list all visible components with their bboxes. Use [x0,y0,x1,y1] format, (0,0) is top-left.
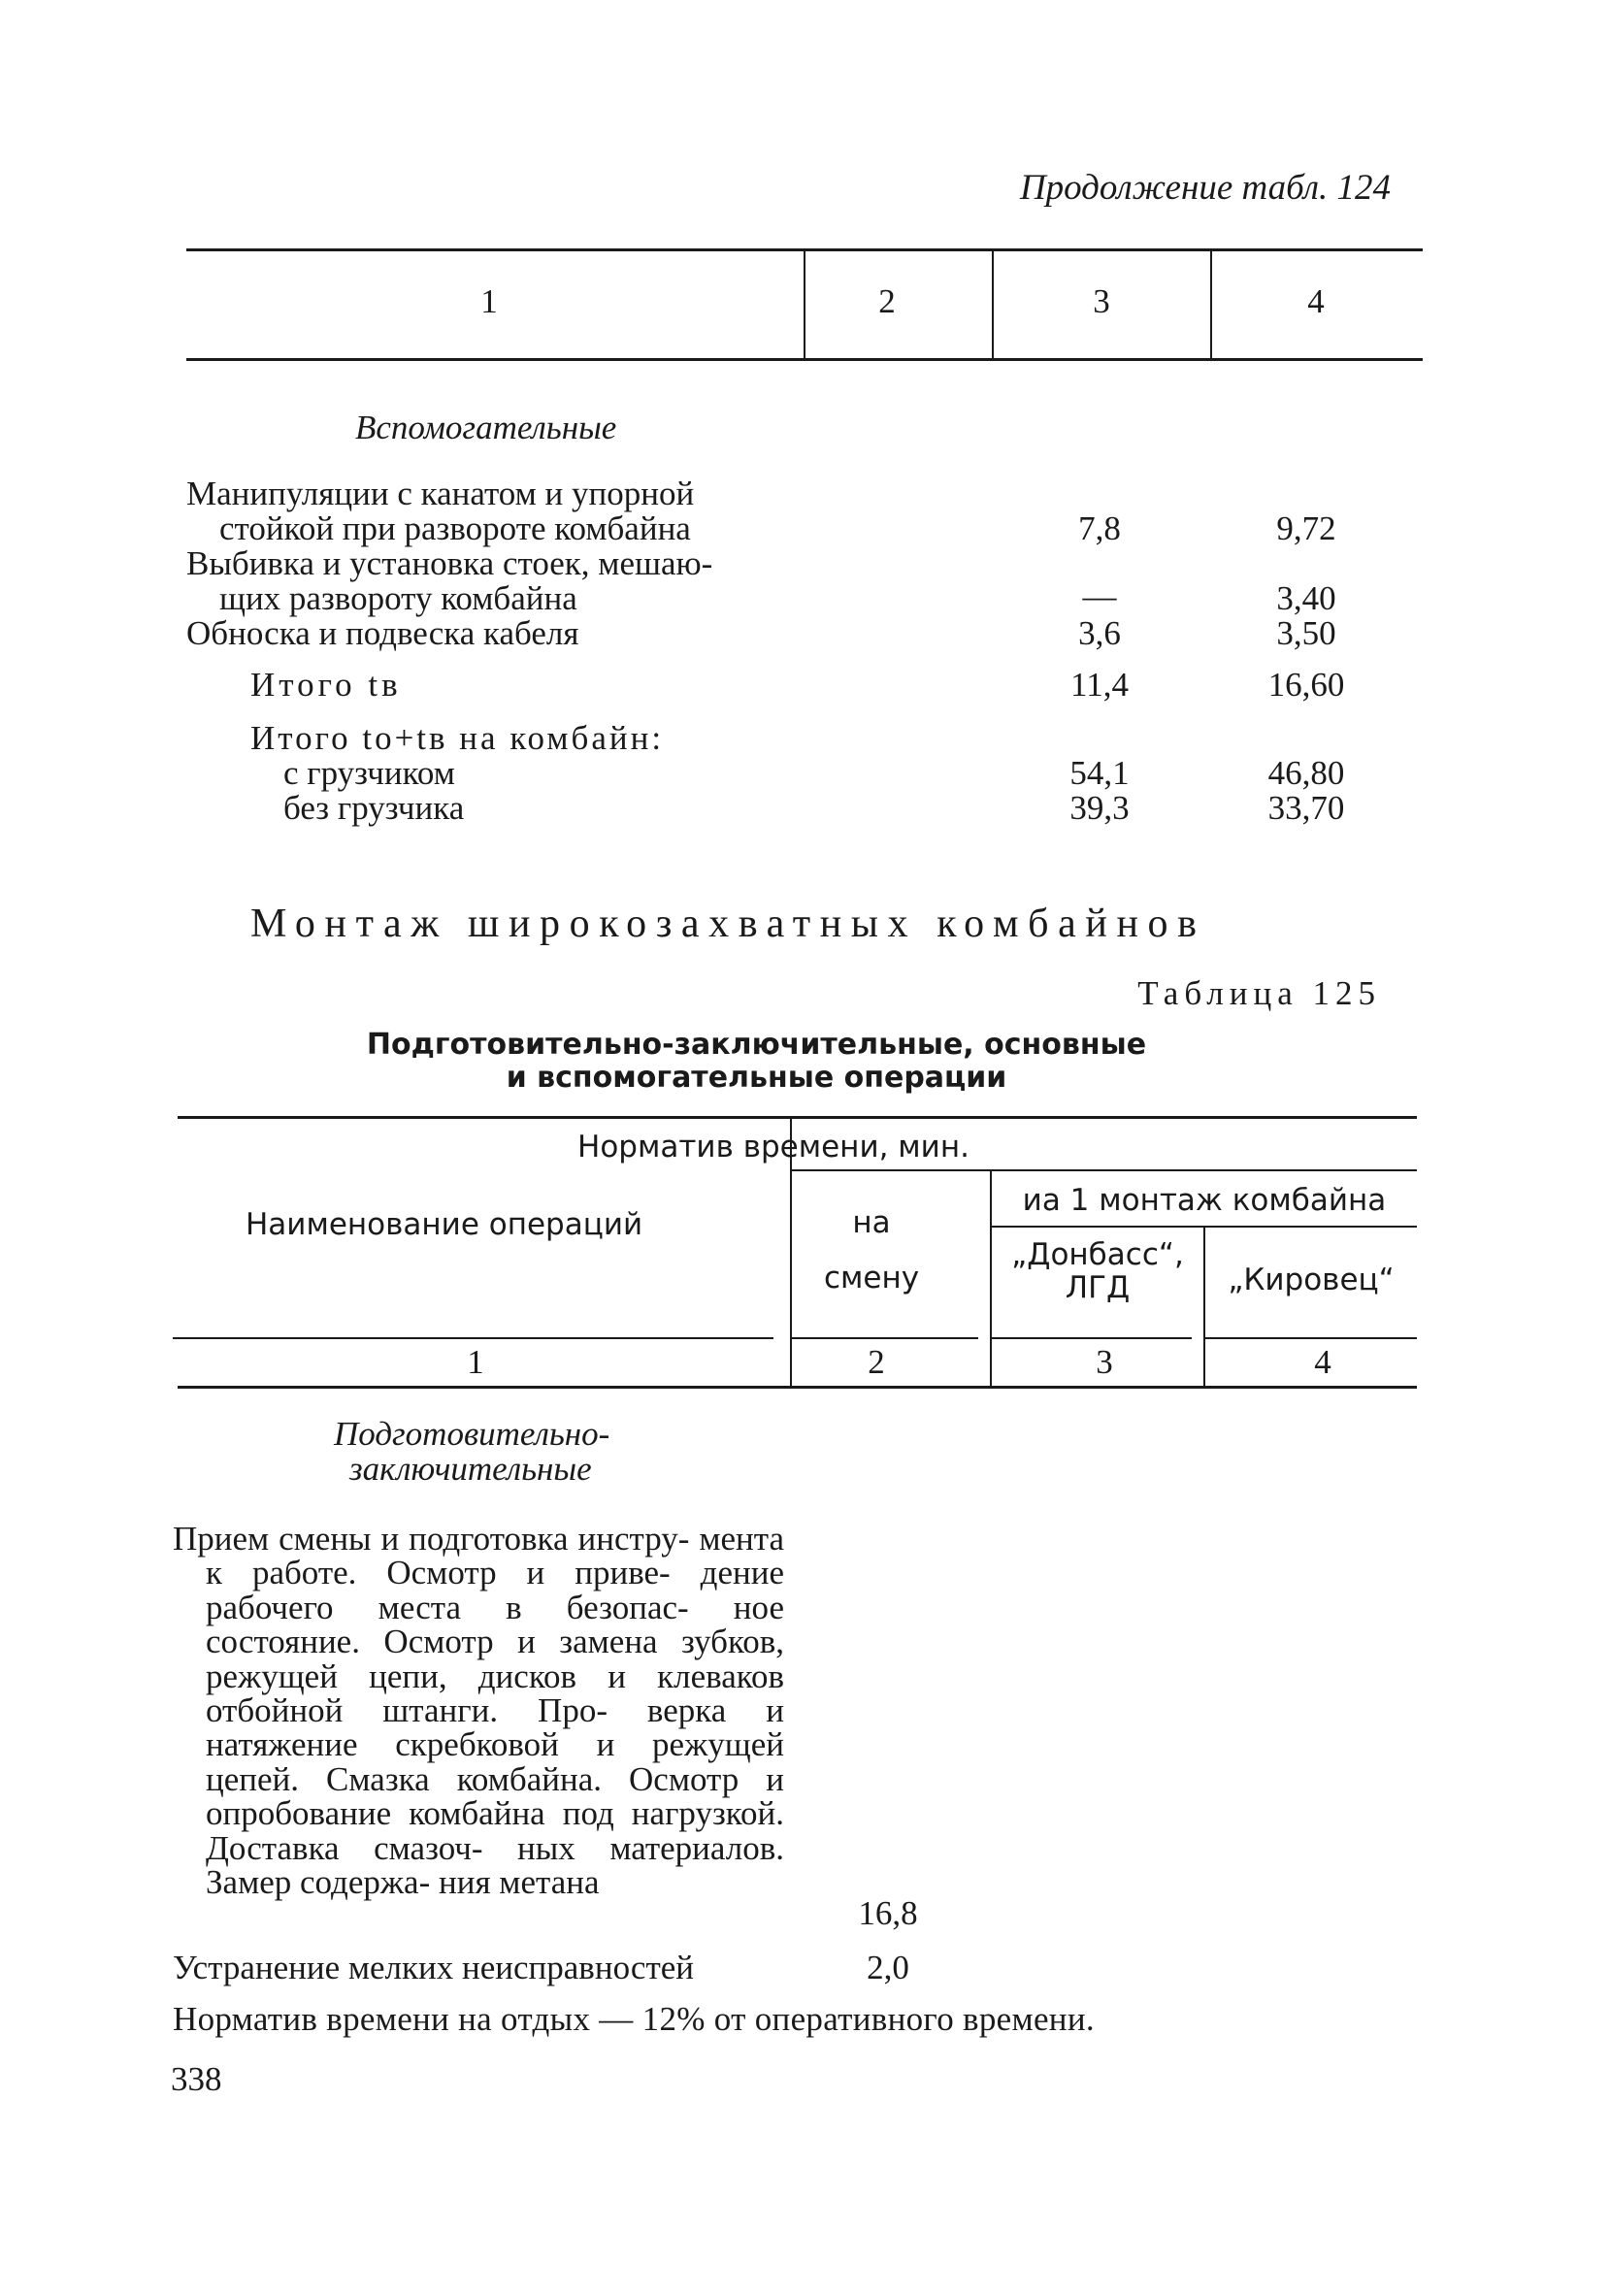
column-number: 2 [868,1343,885,1381]
section-title: Подготовительно- [334,1415,610,1453]
cell-value: 3,50 [1276,614,1336,652]
row-name-line: с грузчиком [283,754,455,792]
header-rule [792,1169,1417,1171]
kirovets-header: „Кировец“ [1228,1263,1395,1297]
operation-description: Устранение мелких неисправностей [173,1949,695,1986]
cell-value: 3,6 [1078,614,1121,652]
column-number: 2 [878,282,896,320]
per-assembly-header: иа 1 монтаж комбайна [1022,1183,1387,1218]
cell-value: 16,8 [858,1894,918,1932]
table-title: и вспомогательные операции [506,1061,1007,1095]
row-name-line: Обноска и подвеска кабеля [186,614,579,652]
cell-value: 39,3 [1069,789,1130,827]
continuation-caption: Продолжение табл. 124 [1019,168,1391,208]
time-norm-header: Норматив времени, мин. [577,1130,969,1164]
cell-value: 16,60 [1267,666,1345,704]
per-shift-header: на [852,1205,891,1240]
column-number: 4 [1314,1343,1331,1381]
page-number: 338 [171,2060,222,2098]
operation-name-header: Наименование операций [246,1207,643,1242]
column-number: 4 [1307,282,1325,320]
table-top-rule [178,1116,1417,1119]
total-tv-label: Итого tв [250,666,402,704]
cell-value: 11,4 [1070,666,1129,704]
cell-value: 7,8 [1078,509,1121,547]
cell-value: — [1082,577,1117,615]
row-name-line: щих развороту комбайна [219,579,577,617]
cell-value: 9,72 [1276,509,1336,547]
donbass-header: „Донбасс“, [1011,1237,1184,1272]
row-name-line: без грузчика [283,789,465,827]
column-number: 1 [480,282,498,320]
section-heading: Монтаж широкозахватных комбайнов [250,902,1206,946]
section-title: Вспомогательные [355,409,617,446]
cell-value: 2,0 [867,1949,909,1986]
cell-value: 3,40 [1276,579,1336,617]
header-rule [992,1337,1192,1339]
donbass-header: ЛГД [1065,1270,1131,1305]
column-divider [1210,250,1212,358]
cell-value: 54,1 [1069,754,1130,792]
table-header-rule [178,1386,1417,1389]
column-number: 3 [1096,1343,1113,1381]
table-label: Таблица 125 [1137,974,1381,1012]
column-divider [992,250,994,358]
header-rule [173,1337,773,1339]
row-name-line: Выбивка и установка стоек, мешаю- [186,544,713,582]
column-divider [1203,1228,1205,1386]
per-shift-header: смену [823,1261,920,1296]
column-number: 1 [467,1343,484,1381]
table-header-rule [186,358,1423,361]
header-rule [792,1337,978,1339]
row-name-line: Манипуляции с канатом и упорной [186,475,695,512]
rest-norm-note: Норматив времени на отдых — 12% от оперативного времени. [173,2000,1095,2038]
header-rule [1205,1337,1417,1339]
column-number: 3 [1093,282,1110,320]
section-title: заключительные [349,1450,592,1488]
operation-description: Прием смены и подготовка инстру- мента к работе. Осмотр и приве- дение рабочего места в безопас- ное состояние. Осмотр и замена зубков, режущей цепи, дисков и клеваков отбойной штанги. Про- верка и натяжение скребковой и режущей цепей. Смазка комбайна. Осмотр и опробование комбайна под нагрузкой. Доставка смазоч- ных материалов. Замер содержа- ния метана [173,1520,784,1902]
table-title: Подготовительно-заключительные, основные [366,1028,1147,1062]
column-divider [804,250,805,358]
row-name-line: стойкой при развороте комбайна [219,509,691,547]
cell-value: 46,80 [1267,754,1345,792]
total-combined-label: Итого tо+tв на комбайн: [250,719,665,757]
cell-value: 33,70 [1267,789,1345,827]
